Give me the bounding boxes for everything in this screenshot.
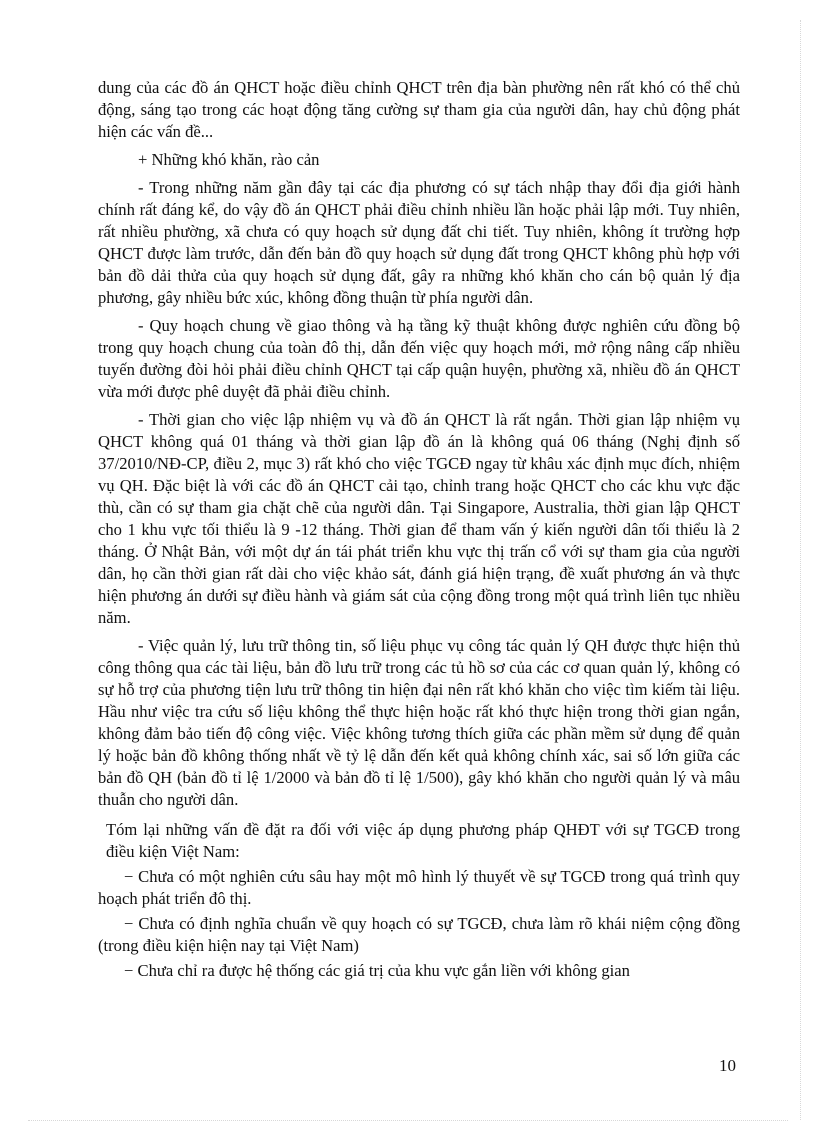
- bullet-item: − Chưa có một nghiên cứu sâu hay một mô hình lý thuyết về sự TGCĐ trong quá trình quy hoạch phát triển đô thị.: [98, 867, 740, 908]
- continuation-paragraph: dung của các đồ án QHCT hoặc điều chỉnh QHCT trên địa bàn phường nên rất khó có thể chủ động, sáng tạo trong các hoạt động tăng cường sự tham gia của người dân, hay chủ động phát hiện các vấn đề...: [98, 78, 740, 141]
- summary-paragraph: Tóm lại những vấn đề đặt ra đối với việc áp dụng phương pháp QHĐT với sự TGCĐ trong điều kiện Việt Nam:: [106, 820, 740, 861]
- bullet-item: − Chưa chỉ ra được hệ thống các giá trị của khu vực gắn liền với không gian: [124, 961, 630, 980]
- page-content: [98, 77, 740, 982]
- page-border-right: [800, 20, 801, 1120]
- page-number: 10: [719, 1056, 736, 1075]
- paragraph-time-constraints: - Thời gian cho việc lập nhiệm vụ và đồ án QHCT là rất ngắn. Thời gian lập nhiệm vụ QHCT không quá 01 tháng và thời gian lập đồ án là không quá 06 tháng (Nghị định số 37/2010/NĐ-CP, điều 2, mục 3) rất khó cho việc TGCĐ ngay từ khâu xác định mục đích, nhiệm vụ QH. Đặc biệt là với các đồ án QHCT cải tạo, chỉnh trang hoặc QHCT cho các khu vực đặc thù, cần có sự tham gia chặt chẽ của người dân. Tại Singapore, Australia, thời gian lập QHCT cho 1 khu vực tối thiểu là 9 -12 tháng. Thời gian để tham vấn ý kiến người dân tối thiểu là 2 tháng. Ở Nhật Bản, với một dự án tái phát triển khu vực thị trấn cổ với sự tham gia của người dân, họ cần thời gian rất dài cho việc khảo sát, đánh giá hiện trạng, đề xuất phương án và thực hiện phương án dưới sự điều hành và giám sát của cộng đồng trong một quá trình liên tục nhiều năm.: [98, 410, 740, 627]
- paragraph-infrastructure-planning: - Quy hoạch chung về giao thông và hạ tầng kỹ thuật không được nghiên cứu đồng bộ trong quy hoạch chung của toàn đô thị, dẫn đến việc quy hoạch mới, mở rộng nâng cấp nhiều tuyến đường đòi hỏi phải điều chỉnh QHCT tại cấp quận huyện, phường xã, nhiều đồ án QHCT vừa mới được phê duyệt đã phải điều chỉnh.: [98, 316, 740, 401]
- paragraph-information-management: - Việc quản lý, lưu trữ thông tin, số liệu phục vụ công tác quản lý QH được thực hiện thủ công thông qua các tài liệu, bản đồ lưu trữ trong các tủ hồ sơ của các cơ quan quản lý, không có sự hỗ trợ của phương tiện lưu trữ thông tin hiện đại nên rất khó khăn cho việc tìm kiếm tài liệu. Hầu như việc tra cứu số liệu không thể thực hiện hoặc rất khó thực hiện trong thời gian ngắn, không đảm bảo tiến độ công việc. Việc không tương thích giữa các phần mềm sử dụng để quản lý hoặc bản đồ không thống nhất về tỷ lệ dẫn đến kết quả không chính xác, sai số lớn giữa các bản đồ QH (bản đồ tỉ lệ 1/2000 và bản đồ tỉ lệ 1/500), gây khó khăn cho người quản lý và mâu thuẫn cho người dân.: [98, 636, 740, 809]
- paragraph-boundary-changes: - Trong những năm gần đây tại các địa phương có sự tách nhập thay đổi địa giới hành chính rất đáng kể, do vậy đồ án QHCT phải điều chỉnh nhiều lần hoặc phải lập mới. Tuy nhiên, rất nhiều phường, xã chưa có quy hoạch sử dụng đất chi tiết. Tuy nhiên, không ít trường hợp QHCT được làm trước, dẫn đến bản đồ quy hoạch sử dụng đất trong QHCT không phù hợp với bản đồ dải thửa của quy hoạch sử dụng đất, gây ra những khó khăn cho cán bộ quản lý địa phương, gây nhiều bức xúc, không đồng thuận từ phía người dân.: [98, 178, 740, 307]
- bullet-item: − Chưa có định nghĩa chuẩn về quy hoạch có sự TGCĐ, chưa làm rõ khái niệm cộng đồng (trong điều kiện hiện nay tại Việt Nam): [98, 914, 740, 955]
- difficulties-heading: + Những khó khăn, rào cản: [138, 150, 320, 169]
- page-border-bottom: [28, 1120, 788, 1121]
